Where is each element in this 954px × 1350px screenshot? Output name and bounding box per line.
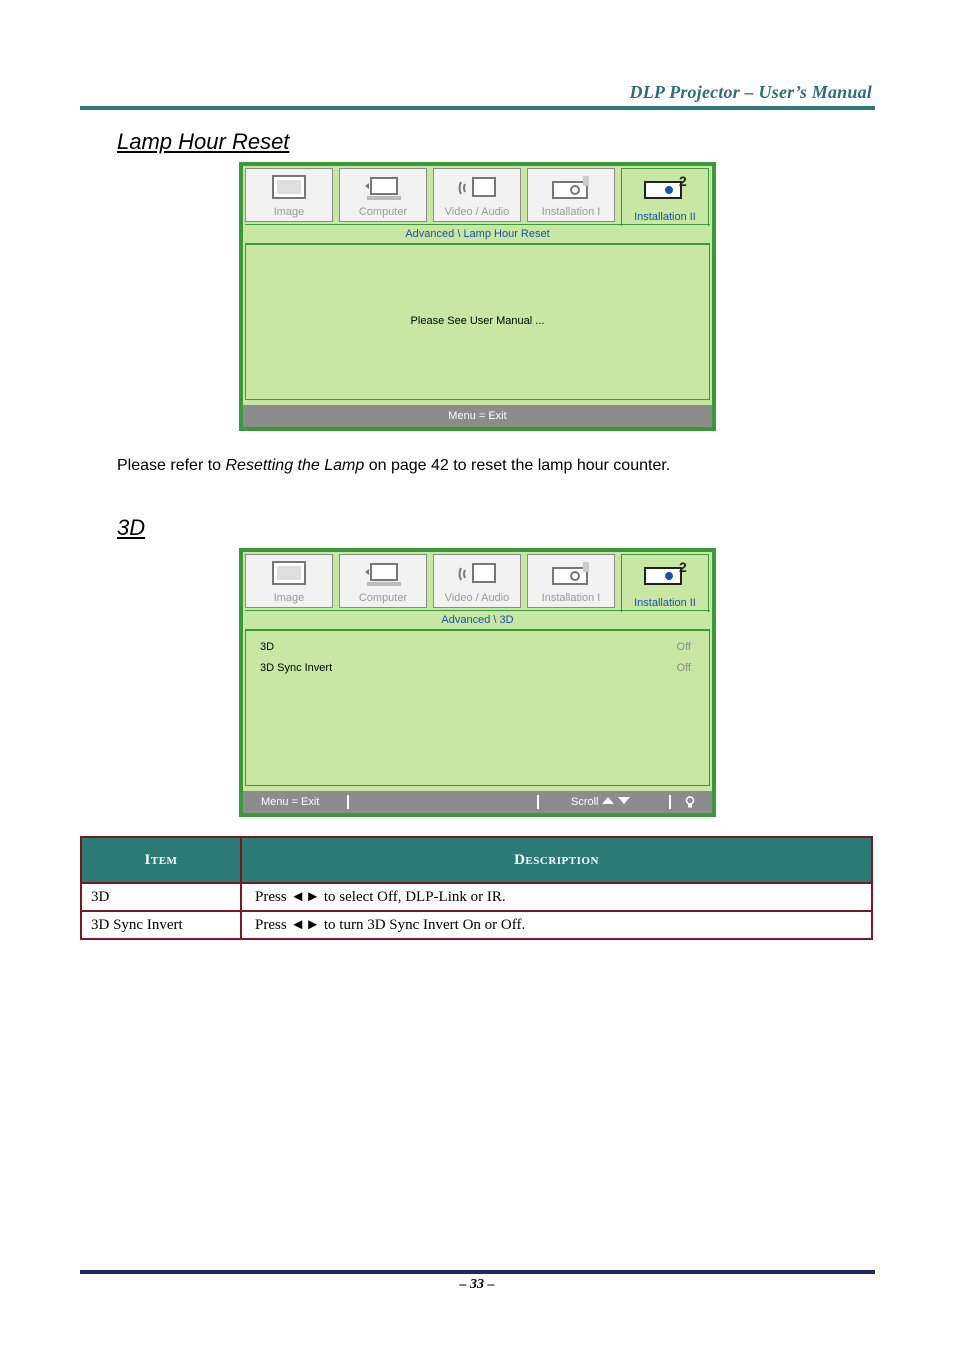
footer-rule — [80, 1270, 875, 1274]
lightbulb-icon — [685, 796, 695, 808]
monitor-icon — [271, 560, 307, 588]
osd-row-label: 3D — [260, 641, 275, 653]
scroll-arrows-icon — [601, 795, 633, 805]
tab-label: Installation I — [541, 592, 601, 604]
osd-content — [245, 630, 710, 786]
tab-label: Installation I — [541, 206, 601, 218]
tab-installation-ii[interactable] — [621, 168, 709, 226]
tab-computer[interactable] — [339, 554, 427, 608]
tab-label: Video / Audio — [444, 592, 510, 604]
osd-row-label: 3D Sync Invert — [260, 662, 333, 674]
osd-lamp-hour-reset — [239, 162, 716, 431]
column-header-item: Item — [81, 837, 241, 883]
svg-text:2: 2 — [679, 560, 687, 575]
body-text-prefix: Please refer to — [117, 457, 226, 474]
body-text-suffix: on page 42 to reset the lamp hour counter. — [364, 457, 671, 474]
tab-video-audio[interactable] — [433, 554, 521, 608]
tab-image[interactable] — [245, 554, 333, 608]
tab-label: Computer — [358, 592, 408, 604]
tab-installation-ii[interactable] — [621, 554, 709, 612]
tab-label: Installation II — [634, 597, 696, 609]
scroll-text: Scroll — [571, 796, 599, 808]
scroll-label — [571, 791, 633, 813]
table-cell-description: Press ◄► to turn 3D Sync Invert On or Off. — [241, 911, 872, 939]
video-audio-icon — [457, 174, 497, 202]
tab-label: Computer — [358, 206, 408, 218]
footer-separator — [537, 795, 539, 809]
header-title: DLP Projector – User’s Manual — [629, 82, 872, 102]
projector-icon — [549, 174, 593, 202]
tab-label: Image — [273, 592, 305, 604]
body-paragraph — [117, 457, 670, 475]
table-cell-description: Press ◄► to select Off, DLP-Link or IR. — [241, 883, 872, 911]
menu-exit-label: Menu = Exit — [448, 410, 507, 422]
osd-row-value[interactable]: Off — [676, 662, 691, 674]
footer-separator — [669, 795, 671, 809]
osd-row-value[interactable]: Off — [676, 641, 691, 653]
table-cell-item: 3D Sync Invert — [81, 911, 241, 939]
osd-row-3d-sync-invert[interactable] — [260, 662, 691, 678]
table-row — [81, 911, 872, 939]
osd-breadcrumb: Advanced \ Lamp Hour Reset — [245, 224, 710, 244]
osd-breadcrumb: Advanced \ 3D — [245, 610, 710, 630]
tab-image[interactable] — [245, 168, 333, 222]
tab-installation-i[interactable] — [527, 168, 615, 222]
osd-tabs — [245, 168, 715, 224]
osd-content — [245, 244, 710, 400]
column-header-description: Description — [241, 837, 872, 883]
page-number: – 33 – — [459, 1277, 495, 1292]
tab-video-audio[interactable] — [433, 168, 521, 222]
projector-2-icon — [641, 560, 689, 588]
osd-3d — [239, 548, 716, 817]
section-title-3d: 3D — [117, 515, 146, 540]
osd-tabs — [245, 554, 715, 610]
computer-icon — [363, 560, 403, 588]
table-row — [81, 883, 872, 911]
body-text-reference: Resetting the Lamp — [225, 457, 365, 474]
video-audio-icon — [457, 560, 497, 588]
osd-footer — [243, 791, 712, 813]
menu-exit-label: Menu = Exit — [261, 796, 320, 808]
tab-computer[interactable] — [339, 168, 427, 222]
header-rule — [80, 106, 875, 110]
tab-installation-i[interactable] — [527, 554, 615, 608]
computer-icon — [363, 174, 403, 202]
osd-message: Please See User Manual ... — [410, 315, 545, 327]
footer-separator — [347, 795, 349, 809]
tab-label: Installation II — [634, 211, 696, 223]
monitor-icon — [271, 174, 307, 202]
projector-icon — [549, 560, 593, 588]
tab-label: Video / Audio — [444, 206, 510, 218]
svg-text:2: 2 — [679, 174, 687, 189]
projector-2-icon — [641, 174, 689, 202]
description-table — [80, 836, 873, 940]
osd-row-3d[interactable] — [260, 641, 691, 657]
table-cell-item: 3D — [81, 883, 241, 911]
section-title-lamp-hour-reset: Lamp Hour Reset — [117, 129, 290, 154]
osd-footer — [243, 405, 712, 427]
tab-label: Image — [273, 206, 305, 218]
